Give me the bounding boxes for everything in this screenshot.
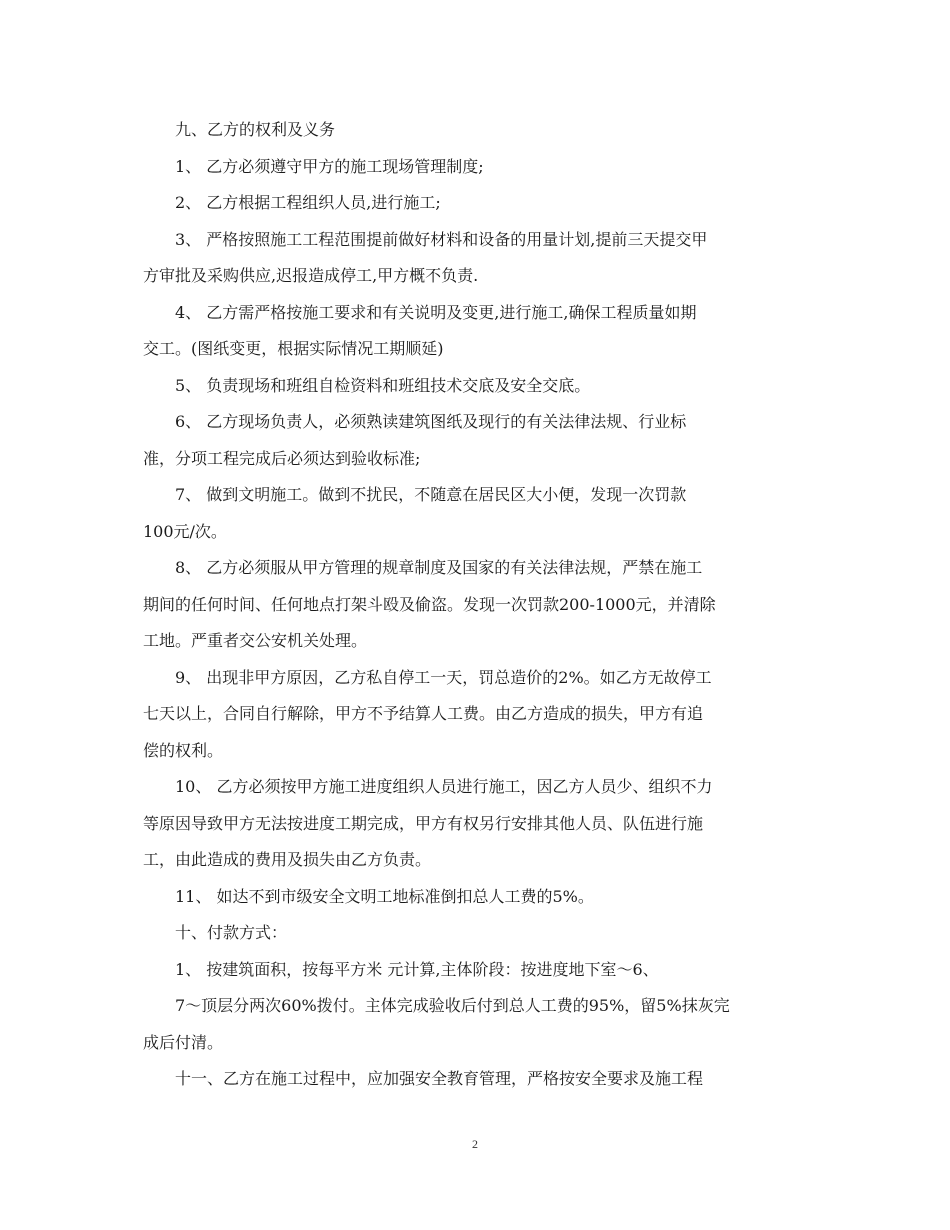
document-body [143, 112, 803, 1098]
text-line: 偿的权利。 [143, 740, 224, 760]
text-line: 8、 乙方必须服从甲方管理的规章制度及国家的有关法律法规，严禁在施工 [175, 558, 703, 577]
text-line: 准，分项工程完成后必须达到验收标准; [143, 448, 421, 468]
text-line: 7、 做到文明施工。做到不扰民，不随意在居民区大小便，发现一次罚款 [175, 485, 687, 504]
text-line: 等原因导致甲方无法按进度工期完成，甲方有权另行安排其他人员、队伍进行施 [143, 813, 704, 833]
text-line: 方审批及采购供应,迟报造成停工,甲方概不负责. [143, 266, 479, 285]
text-line: 十、付款方式： [175, 923, 288, 942]
text-line: 1、 按建筑面积，按每平方米 元计算,主体阶段：按进度地下室～6、 [175, 959, 659, 979]
text-line: 1、 乙方必须遵守甲方的施工现场管理制度; [175, 156, 484, 176]
text-line: 3、 严格按照施工工程范围提前做好材料和设备的用量计划,提前三天提交甲 [175, 229, 708, 249]
text-line: 七天以上，合同自行解除，甲方不予结算人工费。由乙方造成的损失，甲方有追 [143, 704, 704, 723]
text-line: 十一、乙方在施工过程中，应加强安全教育管理，严格按安全要求及施工程 [175, 1069, 704, 1088]
text-line: 10、 乙方必须按甲方施工进度组织人员进行施工，因乙方人员少、组织不力 [175, 777, 713, 796]
text-line: 9、 出现非甲方原因，乙方私自停工一天，罚总造价的2%。如乙方无故停工 [175, 667, 712, 687]
text-line: 5、 负责现场和班组自检资料和班组技术交底及安全交底。 [175, 375, 591, 395]
text-line: 2、 乙方根据工程组织人员,进行施工; [175, 193, 441, 212]
text-line: 交工。(图纸变更，根据实际情况工期顺延) [143, 339, 444, 358]
text-line: 期间的任何时间、任何地点打架斗殴及偷盗。发现一次罚款200-1000元，并清除 [143, 594, 716, 614]
text-line: 成后付清。 [143, 1032, 224, 1052]
text-line: 九、乙方的权利及义务 [175, 120, 336, 139]
text-line: 7～顶层分两次60%拨付。主体完成验收后付到总人工费的95%，留5%抹灰完 [175, 996, 730, 1015]
text-line: 4、 乙方需严格按施工要求和有关说明及变更,进行施工,确保工程质量如期 [175, 302, 697, 322]
text-line: 100元/次。 [143, 521, 227, 541]
text-line: 11、 如达不到市级安全文明工地标准倒扣总人工费的5%。 [175, 886, 594, 906]
text-line: 工地。严重者交公安机关处理。 [143, 631, 368, 650]
page-number: 2 [472, 1137, 478, 1151]
text-line: 工，由此造成的费用及损失由乙方负责。 [143, 850, 432, 869]
text-line: 6、 乙方现场负责人，必须熟读建筑图纸及现行的有关法律法规、行业标 [175, 412, 687, 431]
